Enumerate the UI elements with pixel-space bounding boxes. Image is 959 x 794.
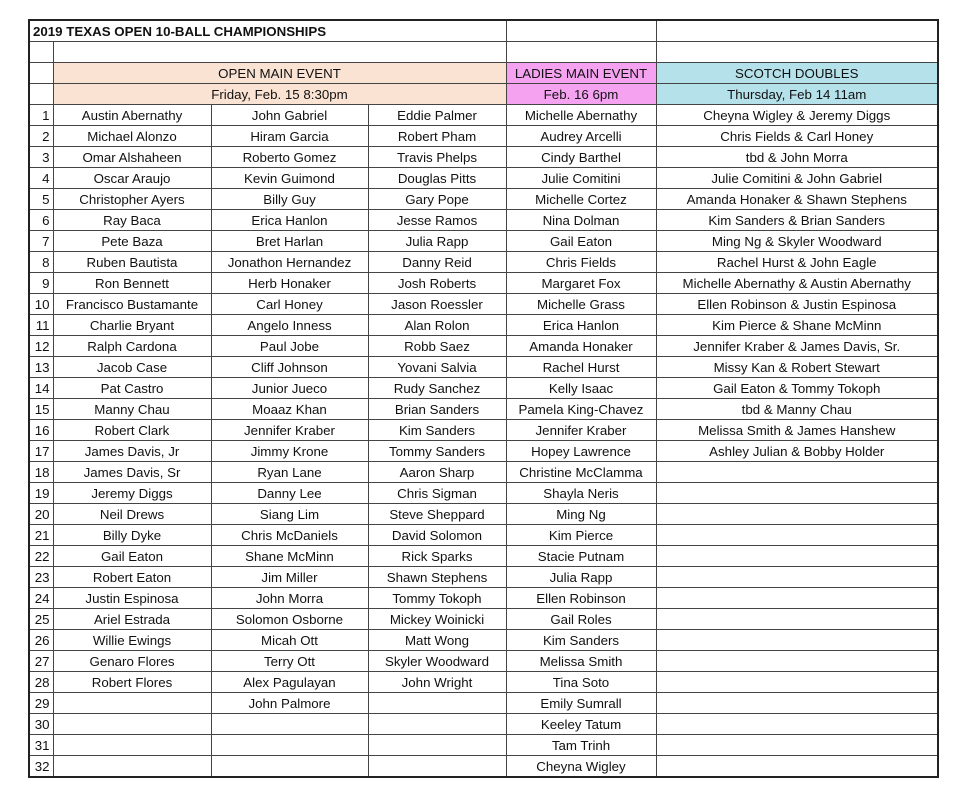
scotch-event-date: Thursday, Feb 14 11am [656, 84, 938, 105]
open-player-col1: Ray Baca [53, 210, 211, 231]
open-player-col1: James Davis, Jr [53, 441, 211, 462]
open-player-col1: Michael Alonzo [53, 126, 211, 147]
scotch-doubles-team: Ming Ng & Skyler Woodward [656, 231, 938, 252]
open-player-col1: Jacob Case [53, 357, 211, 378]
table-row [29, 693, 938, 714]
open-player-col2: Jennifer Kraber [211, 420, 368, 441]
open-player-col2 [211, 735, 368, 756]
table-row [29, 210, 938, 231]
ladies-player: Michelle Cortez [506, 189, 656, 210]
scotch-doubles-team: tbd & Manny Chau [656, 399, 938, 420]
open-player-col3: Jesse Ramos [368, 210, 506, 231]
row-number: 14 [29, 378, 53, 399]
table-row [29, 168, 938, 189]
open-player-col1 [53, 735, 211, 756]
open-player-col2: Solomon Osborne [211, 609, 368, 630]
row-number: 5 [29, 189, 53, 210]
open-player-col1: James Davis, Sr [53, 462, 211, 483]
row-number: 3 [29, 147, 53, 168]
open-player-col3: Gary Pope [368, 189, 506, 210]
ladies-player: Julie Comitini [506, 168, 656, 189]
open-player-col3: Douglas Pitts [368, 168, 506, 189]
open-player-col3: Skyler Woodward [368, 651, 506, 672]
open-player-col3: David Solomon [368, 525, 506, 546]
ladies-player: Gail Eaton [506, 231, 656, 252]
ladies-player: Jennifer Kraber [506, 420, 656, 441]
row-number: 2 [29, 126, 53, 147]
open-player-col2 [211, 714, 368, 735]
open-player-col2: Jonathon Hernandez [211, 252, 368, 273]
scotch-doubles-team: Chris Fields & Carl Honey [656, 126, 938, 147]
open-player-col1: Ralph Cardona [53, 336, 211, 357]
ladies-player: Tam Trinh [506, 735, 656, 756]
open-event-date: Friday, Feb. 15 8:30pm [53, 84, 506, 105]
ladies-player: Nina Dolman [506, 210, 656, 231]
row-number: 25 [29, 609, 53, 630]
open-player-col2: Junior Jueco [211, 378, 368, 399]
open-player-col3 [368, 693, 506, 714]
table-row [29, 609, 938, 630]
row-number: 28 [29, 672, 53, 693]
scotch-doubles-team: Julie Comitini & John Gabriel [656, 168, 938, 189]
open-player-col2: Billy Guy [211, 189, 368, 210]
table-row [29, 483, 938, 504]
ladies-player: Kim Sanders [506, 630, 656, 651]
scotch-doubles-team [656, 504, 938, 525]
open-player-col3: Shawn Stephens [368, 567, 506, 588]
open-player-col2: Ryan Lane [211, 462, 368, 483]
event-name-row [29, 63, 938, 84]
open-player-col3: Jason Roessler [368, 294, 506, 315]
open-player-col2: Jimmy Krone [211, 441, 368, 462]
open-player-col1: Ariel Estrada [53, 609, 211, 630]
table-row [29, 336, 938, 357]
open-player-col1: Willie Ewings [53, 630, 211, 651]
scotch-doubles-team [656, 609, 938, 630]
table-row [29, 672, 938, 693]
open-player-col2: Herb Honaker [211, 273, 368, 294]
open-player-col3: Rudy Sanchez [368, 378, 506, 399]
row-number: 26 [29, 630, 53, 651]
row-number: 10 [29, 294, 53, 315]
table-row [29, 420, 938, 441]
ladies-player: Ming Ng [506, 504, 656, 525]
title-row [29, 20, 938, 42]
ladies-player: Rachel Hurst [506, 357, 656, 378]
row-number: 8 [29, 252, 53, 273]
ladies-event-name: LADIES MAIN EVENT [506, 63, 656, 84]
open-player-col3: Brian Sanders [368, 399, 506, 420]
ladies-player: Amanda Honaker [506, 336, 656, 357]
ladies-player: Michelle Abernathy [506, 105, 656, 126]
open-player-col1: Pete Baza [53, 231, 211, 252]
open-player-col1: Manny Chau [53, 399, 211, 420]
ladies-player: Gail Roles [506, 609, 656, 630]
open-player-col3: Travis Phelps [368, 147, 506, 168]
open-player-col1: Neil Drews [53, 504, 211, 525]
open-player-col1: Oscar Araujo [53, 168, 211, 189]
scotch-doubles-team: Missy Kan & Robert Stewart [656, 357, 938, 378]
row-number: 29 [29, 693, 53, 714]
table-row [29, 525, 938, 546]
open-player-col1: Gail Eaton [53, 546, 211, 567]
open-player-col2: Hiram Garcia [211, 126, 368, 147]
ladies-player: Shayla Neris [506, 483, 656, 504]
row-number: 12 [29, 336, 53, 357]
table-row [29, 378, 938, 399]
open-player-col3: Rick Sparks [368, 546, 506, 567]
ladies-player: Cindy Barthel [506, 147, 656, 168]
scotch-doubles-team: Rachel Hurst & John Eagle [656, 252, 938, 273]
table-row [29, 147, 938, 168]
open-player-col1: Robert Clark [53, 420, 211, 441]
scotch-doubles-team: Kim Sanders & Brian Sanders [656, 210, 938, 231]
scotch-doubles-team: Melissa Smith & James Hanshew [656, 420, 938, 441]
table-row [29, 252, 938, 273]
open-player-col3: Yovani Salvia [368, 357, 506, 378]
scotch-doubles-team [656, 462, 938, 483]
row-number: 13 [29, 357, 53, 378]
open-player-col2: Cliff Johnson [211, 357, 368, 378]
row-number: 27 [29, 651, 53, 672]
open-player-col2: Shane McMinn [211, 546, 368, 567]
scotch-doubles-team: Ashley Julian & Bobby Holder [656, 441, 938, 462]
scotch-doubles-team [656, 525, 938, 546]
open-player-col3: Julia Rapp [368, 231, 506, 252]
scotch-doubles-team [656, 546, 938, 567]
ladies-player: Ellen Robinson [506, 588, 656, 609]
scotch-doubles-team: Ellen Robinson & Justin Espinosa [656, 294, 938, 315]
table-row [29, 294, 938, 315]
open-player-col1: Robert Eaton [53, 567, 211, 588]
scotch-doubles-team [656, 672, 938, 693]
ladies-player: Julia Rapp [506, 567, 656, 588]
scotch-doubles-team [656, 693, 938, 714]
row-number: 21 [29, 525, 53, 546]
open-player-col1: Ruben Bautista [53, 252, 211, 273]
scotch-doubles-team: Jennifer Kraber & James Davis, Sr. [656, 336, 938, 357]
open-player-col3 [368, 756, 506, 778]
row-number: 20 [29, 504, 53, 525]
ladies-event-date: Feb. 16 6pm [506, 84, 656, 105]
open-player-col3: Josh Roberts [368, 273, 506, 294]
open-player-col3: Alan Rolon [368, 315, 506, 336]
sheet-title: 2019 TEXAS OPEN 10-BALL CHAMPIONSHIPS [29, 20, 368, 42]
ladies-player: Michelle Grass [506, 294, 656, 315]
row-number: 9 [29, 273, 53, 294]
open-player-col3 [368, 735, 506, 756]
event-date-row [29, 84, 938, 105]
ladies-player: Kim Pierce [506, 525, 656, 546]
open-player-col2: Siang Lim [211, 504, 368, 525]
ladies-player: Christine McClamma [506, 462, 656, 483]
open-player-col2: Jim Miller [211, 567, 368, 588]
row-number: 23 [29, 567, 53, 588]
table-row [29, 399, 938, 420]
table-row [29, 630, 938, 651]
open-player-col1: Christopher Ayers [53, 189, 211, 210]
open-player-col1: Pat Castro [53, 378, 211, 399]
ladies-player: Kelly Isaac [506, 378, 656, 399]
ladies-player: Stacie Putnam [506, 546, 656, 567]
open-player-col1: Francisco Bustamante [53, 294, 211, 315]
open-player-col1: Billy Dyke [53, 525, 211, 546]
ladies-player: Cheyna Wigley [506, 756, 656, 778]
row-number: 1 [29, 105, 53, 126]
ladies-player: Melissa Smith [506, 651, 656, 672]
scotch-event-name: SCOTCH DOUBLES [656, 63, 938, 84]
scotch-doubles-team: Michelle Abernathy & Austin Abernathy [656, 273, 938, 294]
open-player-col1 [53, 756, 211, 778]
scotch-doubles-team [656, 483, 938, 504]
open-player-col2: Bret Harlan [211, 231, 368, 252]
table-row [29, 105, 938, 126]
open-player-col2: Moaaz Khan [211, 399, 368, 420]
scotch-doubles-team: Kim Pierce & Shane McMinn [656, 315, 938, 336]
scotch-doubles-team [656, 756, 938, 778]
open-player-col2: Danny Lee [211, 483, 368, 504]
table-row [29, 189, 938, 210]
open-player-col2: Alex Pagulayan [211, 672, 368, 693]
row-number: 31 [29, 735, 53, 756]
table-row [29, 756, 938, 778]
open-player-col2: John Palmore [211, 693, 368, 714]
open-player-col3: Chris Sigman [368, 483, 506, 504]
open-player-col1 [53, 714, 211, 735]
open-player-col2: John Morra [211, 588, 368, 609]
scotch-doubles-team [656, 630, 938, 651]
table-row [29, 735, 938, 756]
scotch-doubles-team [656, 735, 938, 756]
open-player-col2: Chris McDaniels [211, 525, 368, 546]
ladies-player: Audrey Arcelli [506, 126, 656, 147]
ladies-player: Hopey Lawrence [506, 441, 656, 462]
row-number: 18 [29, 462, 53, 483]
entry-list-table [28, 19, 939, 778]
table-row [29, 462, 938, 483]
ladies-player: Erica Hanlon [506, 315, 656, 336]
table-row [29, 546, 938, 567]
ladies-player: Pamela King-Chavez [506, 399, 656, 420]
open-player-col3 [368, 714, 506, 735]
open-player-col1: Robert Flores [53, 672, 211, 693]
scotch-doubles-team: Cheyna Wigley & Jeremy Diggs [656, 105, 938, 126]
ladies-player: Emily Sumrall [506, 693, 656, 714]
open-player-col3: Mickey Woinicki [368, 609, 506, 630]
open-player-col2: Carl Honey [211, 294, 368, 315]
table-row [29, 315, 938, 336]
row-number: 15 [29, 399, 53, 420]
open-player-col1: Ron Bennett [53, 273, 211, 294]
table-row [29, 567, 938, 588]
open-player-col1: Jeremy Diggs [53, 483, 211, 504]
open-player-col3: Eddie Palmer [368, 105, 506, 126]
row-number: 7 [29, 231, 53, 252]
row-number: 30 [29, 714, 53, 735]
open-player-col2: Micah Ott [211, 630, 368, 651]
open-player-col3: Matt Wong [368, 630, 506, 651]
table-row [29, 714, 938, 735]
ladies-player: Keeley Tatum [506, 714, 656, 735]
ladies-player: Margaret Fox [506, 273, 656, 294]
scotch-doubles-team: Amanda Honaker & Shawn Stephens [656, 189, 938, 210]
open-player-col3: Danny Reid [368, 252, 506, 273]
table-row [29, 357, 938, 378]
open-player-col1: Charlie Bryant [53, 315, 211, 336]
row-number: 24 [29, 588, 53, 609]
open-player-col1 [53, 693, 211, 714]
open-player-col2: Erica Hanlon [211, 210, 368, 231]
blank-row [29, 42, 938, 63]
open-player-col1: Austin Abernathy [53, 105, 211, 126]
row-number: 16 [29, 420, 53, 441]
scotch-doubles-team: tbd & John Morra [656, 147, 938, 168]
table-row [29, 504, 938, 525]
row-number: 19 [29, 483, 53, 504]
open-player-col2: Angelo Inness [211, 315, 368, 336]
open-player-col3: Robb Saez [368, 336, 506, 357]
open-player-col3: Aaron Sharp [368, 462, 506, 483]
open-player-col2: Paul Jobe [211, 336, 368, 357]
open-player-col2 [211, 756, 368, 778]
open-player-col3: Kim Sanders [368, 420, 506, 441]
row-number: 32 [29, 756, 53, 778]
open-player-col3: John Wright [368, 672, 506, 693]
open-player-col1: Justin Espinosa [53, 588, 211, 609]
table-row [29, 651, 938, 672]
scotch-doubles-team [656, 651, 938, 672]
open-player-col3: Steve Sheppard [368, 504, 506, 525]
scotch-doubles-team [656, 714, 938, 735]
table-row [29, 588, 938, 609]
open-player-col2: Terry Ott [211, 651, 368, 672]
ladies-player: Chris Fields [506, 252, 656, 273]
row-number: 4 [29, 168, 53, 189]
open-player-col3: Robert Pham [368, 126, 506, 147]
open-player-col3: Tommy Tokoph [368, 588, 506, 609]
scotch-doubles-team [656, 567, 938, 588]
open-player-col2: Kevin Guimond [211, 168, 368, 189]
open-event-name: OPEN MAIN EVENT [53, 63, 506, 84]
row-number: 6 [29, 210, 53, 231]
open-player-col1: Genaro Flores [53, 651, 211, 672]
open-player-col2: Roberto Gomez [211, 147, 368, 168]
ladies-player: Tina Soto [506, 672, 656, 693]
open-player-col1: Omar Alshaheen [53, 147, 211, 168]
row-number: 17 [29, 441, 53, 462]
row-number: 11 [29, 315, 53, 336]
row-number: 22 [29, 546, 53, 567]
scotch-doubles-team: Gail Eaton & Tommy Tokoph [656, 378, 938, 399]
open-player-col2: John Gabriel [211, 105, 368, 126]
table-row [29, 441, 938, 462]
scotch-doubles-team [656, 588, 938, 609]
table-row [29, 126, 938, 147]
open-player-col3: Tommy Sanders [368, 441, 506, 462]
table-row [29, 273, 938, 294]
table-row [29, 231, 938, 252]
